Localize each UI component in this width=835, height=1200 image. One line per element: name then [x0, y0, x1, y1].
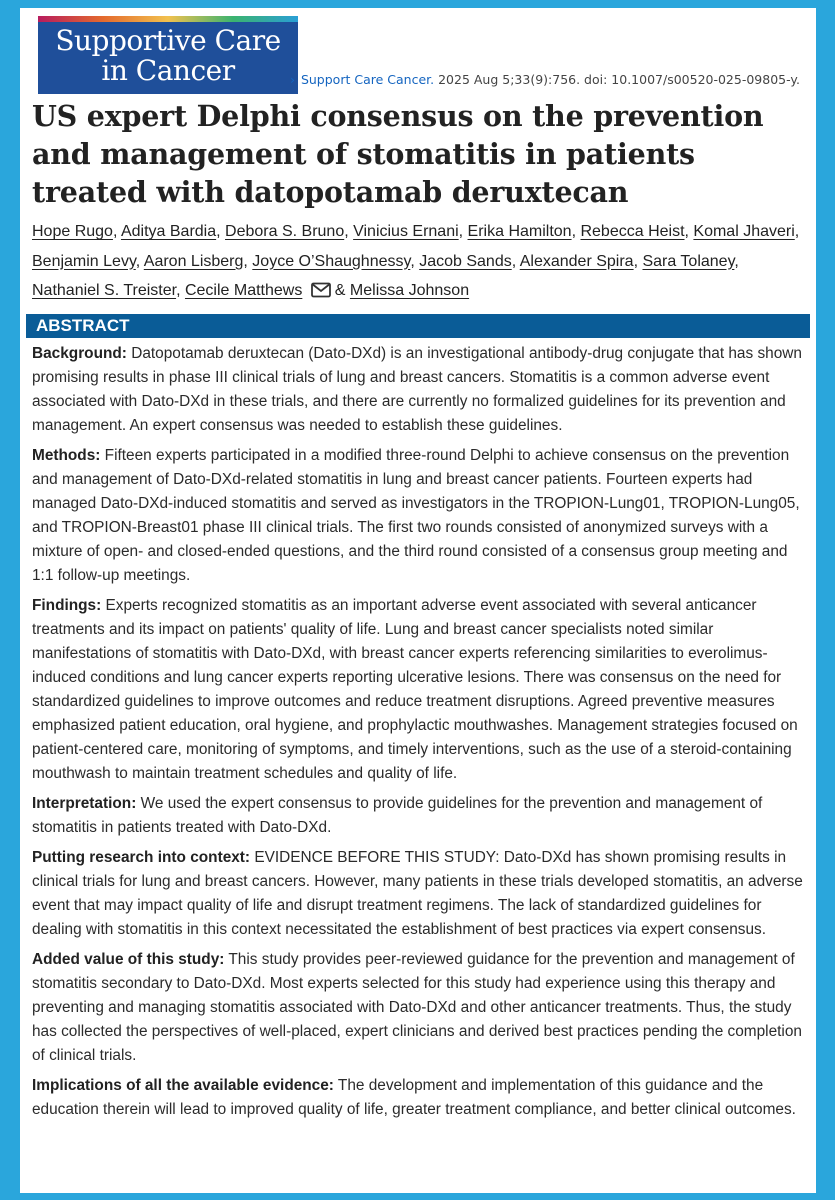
author-link[interactable]: Rebecca Heist [580, 223, 685, 240]
abstract-section [32, 1074, 804, 1122]
abstract-section-text: Datopotamab deruxtecan (Dato-DXd) is an investigational antibody-drug conjugate that has shown promising results in phase III clinical trials of lung and breast cancers. Stomatitis is a common adverse event associated with Dato-DXd in these trials, and there are currently no formalized guidelines for its prevention and management. An expert consensus was needed to establish these guidelines. [32, 344, 802, 434]
abstract-section-label: Putting research into context: [32, 848, 251, 866]
author-link[interactable]: Cecile Matthews [184, 282, 303, 299]
citation [290, 72, 800, 87]
author-link[interactable]: Alexander Spira [519, 252, 634, 270]
abstract-section-text: Fifteen experts participated in a modified three-round Delphi to achieve consensus on the prevention and management of Dato-DXd-related stomatitis in lung and breast cancer patients. Fourteen experts had managed Dato-DXd-induced stomatitis and served as investigators in the TROPION-Lung01, TROPION-Lung05, and TROPION-Breast01 phase III clinical trials. The first two rounds consisted of anonymized surveys with a mixture of open- and closed-ended questions, and the third round consisted of a consensus group meeting and 1:1 follow-up meetings. [32, 446, 800, 584]
journal-link[interactable]: Support Care Cancer. [300, 72, 435, 87]
abstract-section-label: Added value of this study: [32, 950, 225, 968]
abstract-section-label: Methods: [32, 446, 101, 464]
mail-icon[interactable] [311, 282, 331, 298]
article-title: US expert Delphi consensus on the prevention and management of stomatitis in patients treated with datopotamab deruxtecan [32, 99, 764, 209]
author-link[interactable]: Debora S. Bruno [225, 223, 345, 240]
abstract-section-text: This study provides peer-reviewed guidance for the prevention and management of stomatitis secondary to Dato-DXd. Most experts selected for this study had experience using this therapy and preventing and managing stomatitis associated with Dato-DXd and other anticancer treatments. Thus, the study has collected the perspectives of well-placed, expert clinicians and derived best practices pending the completion of clinical trials. [32, 950, 802, 1064]
abstract-section-text: Experts recognized stomatitis as an important adverse event associated with several anticancer treatments and its impact on patients' quality of life. Lung and breast cancer specialists noted similar manifestations of stomatitis with Dato-DXd, with breast cancer experts referencing similarities to everolimus-induced conditions and lung cancer experts reporting ulcerative lesions. There was consensus on the need for standardized guidelines to improve outcomes and reduce treatment disruptions. Agreed preventive measures emphasized patient education, oral hygiene, and prophylactic mouthwashes. Management strategies focused on patient-centered care, monitoring of symptoms, and timely interventions, such as the use of a steroid-containing mouthwash to maintain treatment schedules and quality of life. [32, 596, 798, 782]
abstract-section [32, 342, 804, 438]
author-link[interactable]: Benjamin Levy [32, 252, 136, 270]
article-card [20, 8, 816, 1193]
author-link[interactable]: Erika Hamilton [467, 223, 572, 240]
author-list: Hope Rugo, Aditya Bardia, Debora S. Bruno, Vinicius Ernani, Erika Hamilton, Rebecca Heist, Komal Jhaveri, Benjamin Levy, Aaron Lisberg, Joyce O’Shaughnessy, Jacob Sands, Alexander Spira, Sara Tolaney, Nathaniel S. Treister, Cecile Matthews & Melissa Johnson [32, 223, 800, 299]
logo-color-stripe [38, 16, 298, 22]
abstract-section [32, 444, 804, 588]
author-link[interactable]: Sara Tolaney [642, 252, 735, 270]
citation-details: 2025 Aug 5;33(9):756. doi: 10.1007/s00520-025-09805-y. [438, 72, 800, 87]
author-ampersand: & [334, 282, 350, 299]
author-link[interactable]: Melissa Johnson [349, 282, 470, 299]
author-link[interactable]: Nathaniel S. Treister [32, 282, 177, 299]
header-row [32, 8, 804, 93]
abstract-section-text: We used the expert consensus to provide guidelines for the prevention and management of stomatitis in patients treated with Dato-DXd. [32, 794, 763, 836]
abstract-section [32, 846, 804, 942]
logo-text [38, 26, 298, 86]
chevron-right-icon: › [289, 72, 295, 87]
author-link[interactable]: Komal Jhaveri [693, 223, 795, 240]
logo-line-1: Supportive Care [55, 24, 281, 57]
abstract-section-label: Findings: [32, 596, 102, 614]
author-link[interactable]: Joyce O’Shaughnessy [252, 252, 411, 270]
author-link[interactable]: Vinicius Ernani [353, 223, 459, 240]
abstract-section-label: Background: [32, 344, 127, 362]
author-link[interactable]: Aaron Lisberg [143, 252, 244, 270]
journal-logo[interactable] [38, 16, 298, 94]
abstract-section-text: The development and implementation of this guidance and the education therein will lead to improved quality of life, greater treatment compliance, and better clinical outcomes. [32, 1076, 796, 1118]
abstract-section [32, 792, 804, 840]
author-link[interactable]: Hope Rugo [32, 223, 113, 240]
abstract-body [32, 342, 804, 1122]
abstract-heading: ABSTRACT [26, 314, 810, 338]
author-link[interactable]: Aditya Bardia [120, 223, 217, 240]
author-link[interactable]: Jacob Sands [419, 252, 512, 270]
abstract-section-label: Interpretation: [32, 794, 137, 812]
abstract-section [32, 594, 804, 786]
abstract-section-label: Implications of all the available evidence: [32, 1076, 334, 1094]
abstract-section [32, 948, 804, 1068]
logo-line-2: in Cancer [101, 54, 235, 87]
abstract-section-text: EVIDENCE BEFORE THIS STUDY: Dato-DXd has shown promising results in clinical trials for lung and breast cancers. However, many patients in these trials developed stomatitis, an adverse event that may impact quality of life and disrupt treatment regimens. The lack of standardized guidelines for dealing with stomatitis in this context necessitated the establishment of best practices via expert consensus. [32, 848, 803, 938]
